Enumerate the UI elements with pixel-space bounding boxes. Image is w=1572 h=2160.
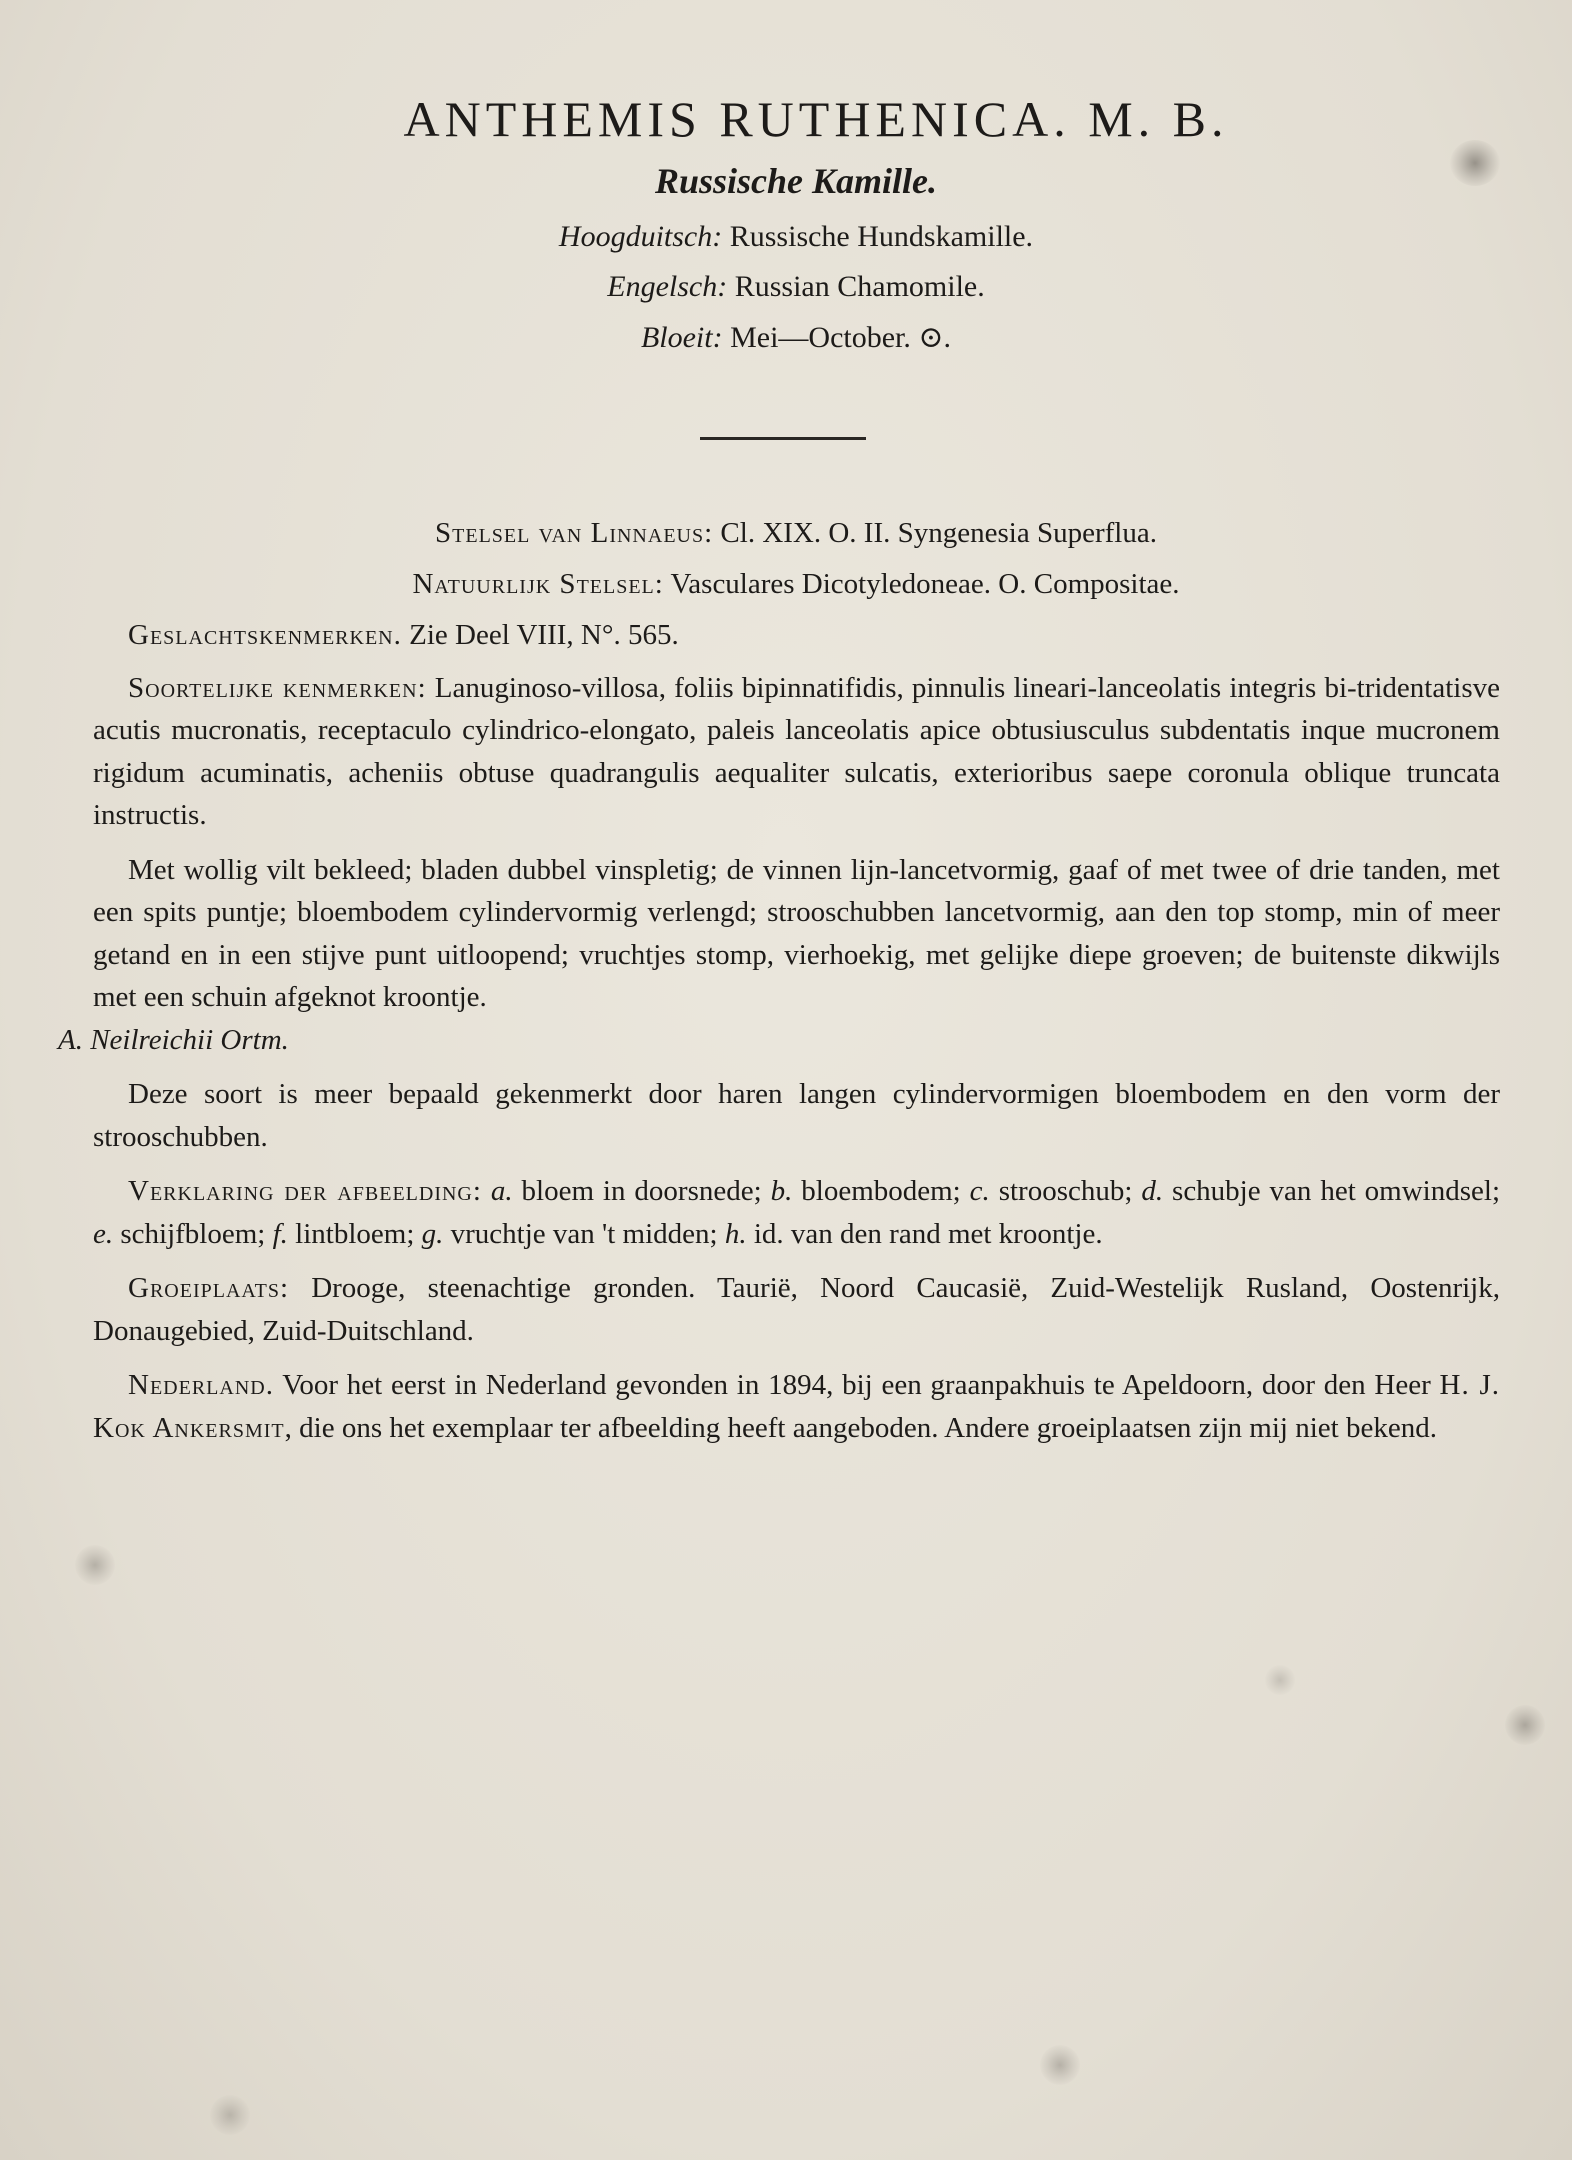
- figure-item: [93, 1218, 273, 1250]
- figure-item: [422, 1218, 725, 1250]
- section-value: Zie Deel VIII, N°. 565.: [401, 619, 679, 651]
- foxing-spot: [1265, 1665, 1295, 1695]
- name-label: Bloeit:: [640, 321, 723, 354]
- synonym: A. Neilreichii Ortm.: [58, 1023, 289, 1056]
- figure-text: id. van den rand met kroontje.: [746, 1217, 1103, 1250]
- page-title: ANTHEMIS RUTHENICA. M. B.: [403, 91, 1229, 147]
- genus-paragraph: [93, 614, 1500, 657]
- figure-item: [1141, 1175, 1500, 1207]
- section-label: Natuurlijk Stelsel:: [412, 568, 664, 600]
- common-name: Russische Kamille.: [654, 161, 938, 201]
- name-value: Mei—October. ⊙.: [722, 321, 952, 354]
- section-label: Groeiplaats:: [128, 1272, 290, 1304]
- figure-key: h.: [724, 1217, 747, 1250]
- name-line-flowering: [0, 320, 1572, 355]
- figure-item: [970, 1175, 1142, 1207]
- name-label: Engelsch:: [607, 270, 728, 303]
- remark-paragraph: [93, 1073, 1500, 1158]
- figure-key: a.: [490, 1175, 513, 1207]
- foxing-spot: [1040, 2045, 1080, 2085]
- figure-text: vruchtje van 't midden;: [443, 1217, 725, 1250]
- figure-item: [273, 1218, 422, 1250]
- figure-text: strooschub;: [989, 1175, 1142, 1207]
- figure-key: c.: [969, 1175, 990, 1207]
- name-label: Hoogduitsch:: [558, 220, 723, 253]
- natural-system: [0, 568, 1572, 601]
- netherlands-paragraph: [93, 1364, 1500, 1449]
- remark-text: Deze soort is meer bepaald gekenmerkt door haren langen cylindervormigen bloembodem en den vorm der strooschubben.: [93, 1078, 1500, 1153]
- foxing-spot: [1505, 1705, 1545, 1745]
- description-text: Met wollig vilt bekleed; bladen dubbel vinspletig; de vinnen lijn-lancetvormig, gaaf of met twee of drie tanden, met een spits puntje; bloembodem cylindervormig verlengd; strooschubben lancetvormig, aan den top stomp, min of meer getand en in een stijve punt uitloopend; vruchtjes stomp, vierhoekig, met gelijke diepe groeven; de buitenste dikwijls met een schuin afgeknot kroontje.: [93, 853, 1500, 1013]
- name-value: Russian Chamomile.: [727, 270, 985, 303]
- foxing-spot: [210, 2095, 250, 2135]
- section-label: Nederland.: [128, 1369, 274, 1401]
- figure-text: schubje van het omwindsel;: [1163, 1175, 1501, 1207]
- section-value: Drooge, steenachtige gronden. Taurië, Noord Caucasië, Zuid-Westelijk Rusland, Oostenrijk, Donaugebied, Zuid-Duitschland.: [93, 1272, 1500, 1347]
- figure-text: bloembodem;: [792, 1175, 970, 1207]
- figure-item: [771, 1175, 970, 1207]
- figure-key: d.: [1141, 1175, 1164, 1207]
- name-line-english: [0, 270, 1572, 304]
- figure-text: lintbloem;: [287, 1217, 422, 1250]
- figure-item: [482, 1175, 771, 1207]
- description-paragraph: [58, 849, 1500, 1062]
- figure-key: f.: [272, 1217, 288, 1250]
- linnaeus-system: [0, 517, 1572, 550]
- person-name: H. J. Kok Ankersmit: [93, 1369, 1500, 1444]
- section-value: Vasculares Dicotyledoneae. O. Compositae.: [663, 568, 1180, 600]
- section-value: Voor het eerst in Nederland gevonden in 1894, bij een graanpakhuis te Apeldoorn, door den Heer: [273, 1369, 1440, 1401]
- section-label: Geslachtskenmerken.: [128, 619, 402, 651]
- species-paragraph: [93, 667, 1500, 837]
- figure-text: schijfbloem;: [113, 1217, 273, 1250]
- section-value: Cl. XIX. O. II. Syngenesia Superflua.: [713, 517, 1157, 549]
- body-text: [58, 614, 1501, 1461]
- section-label: Soortelijke kenmerken:: [128, 671, 427, 704]
- figure-key: e.: [93, 1217, 114, 1250]
- section-label: Verklaring der afbeelding:: [128, 1175, 482, 1207]
- section-label: Stelsel van Linnaeus:: [435, 517, 714, 549]
- figure-key: b.: [770, 1175, 793, 1207]
- name-value: Russische Hundskamille.: [722, 220, 1034, 253]
- section-value: , die ons het exemplaar ter afbeelding heeft aangeboden. Andere groeiplaatsen zijn mij niet bekend.: [284, 1411, 1437, 1444]
- habitat-paragraph: [93, 1267, 1500, 1352]
- figure-explanation-paragraph: [93, 1170, 1500, 1255]
- divider-rule: [700, 437, 866, 440]
- figure-key: g.: [421, 1217, 444, 1250]
- name-line-german: [0, 220, 1572, 254]
- figure-item: [725, 1218, 1103, 1250]
- foxing-spot: [75, 1545, 115, 1585]
- figure-text: bloem in doorsnede;: [512, 1175, 771, 1207]
- section-value: Lanuginoso-villosa, foliis bipinnatifidis, pinnulis lineari-lanceolatis integris bi-tridentatisve acutis mucronatis, receptaculo cylindrico-elongato, paleis lanceolatis apice obtusiusculus subdentatis inque mucronem rigidum acuminatis, acheniis obtuse quadrangulis aequaliter sulcatis, exterioribus saepe coronula oblique truncata instructis.: [93, 671, 1501, 831]
